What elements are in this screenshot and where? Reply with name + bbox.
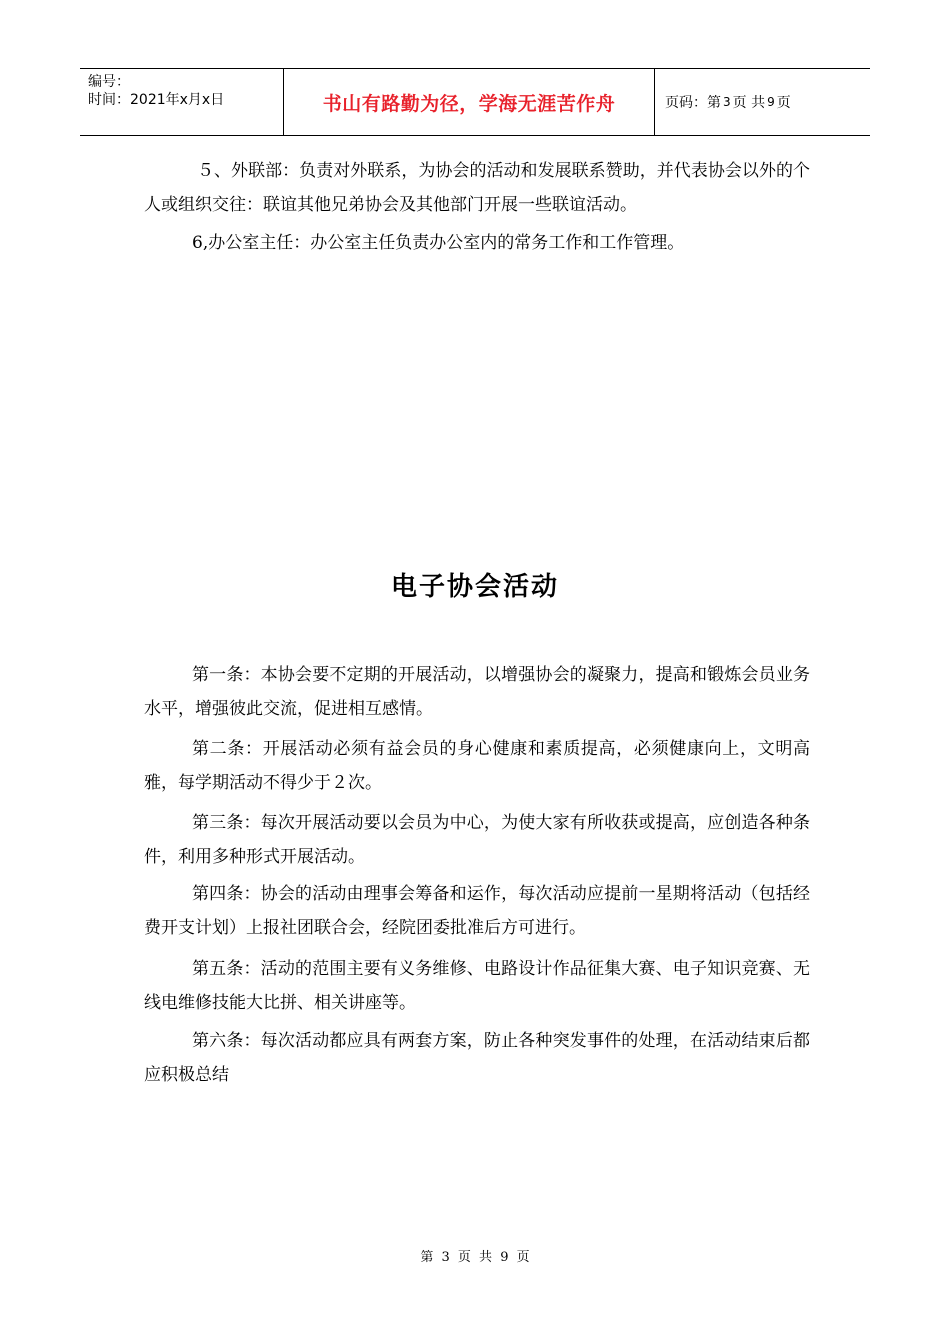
page-middle: 页 共 [732,95,766,111]
page-suffix: 页 [776,95,791,111]
header-motto: 书山有路勤为径，学海无涯苦作舟 [283,69,655,135]
section-title: 电子协会活动 [390,572,559,602]
article-1: 第一条：本协会要不定期的开展活动，以增强协会的凝聚力，提高和锻炼会员业务水平，增强彼此交流，促进相互感情。 [144,665,810,719]
article-2: 第二条：开展活动必须有益会员的身心健康和素质提高，必须健康向上，文明高雅，每学期活动不得少于２次。 [144,739,810,793]
page-prefix: 页码：第 [665,95,721,111]
article-4: 第四条：协会的活动由理事会筹备和运作，每次活动应提前一星期将活动（包括经费开支计划）上报社团联合会，经院团委批准后方可进行。 [144,884,810,938]
page-header [80,68,870,136]
header-page-info [655,69,870,135]
header-meta [80,69,283,135]
page-current: 3 [723,95,731,109]
article-6: 第六条：每次活动都应具有两套方案，防止各种突发事件的处理，在活动结束后都应积极总结 [144,1031,810,1085]
time-label: 时间：2021年x月x日 [88,92,225,108]
number-label: 编号： [88,74,130,90]
paragraph-office-director: 6,办公室主任：办公室主任负责办公室内的常务工作和工作管理。 [192,233,685,253]
page-footer: 第 3 页 共 9 页 [420,1250,530,1265]
page-total: 9 [767,95,775,109]
article-3: 第三条：每次开展活动要以会员为中心，为使大家有所收获或提高，应创造各种条件，利用多种形式开展活动。 [144,813,810,867]
article-5: 第五条：活动的范围主要有义务维修、电路设计作品征集大赛、电子知识竞赛、无线电维修技能大比拼、相关讲座等。 [144,959,810,1013]
paragraph-external-relations: ５、外联部：负责对外联系，为协会的活动和发展联系赞助，并代表协会以外的个人或组织交往：联谊其他兄弟协会及其他部门开展一些联谊活动。 [144,161,810,215]
